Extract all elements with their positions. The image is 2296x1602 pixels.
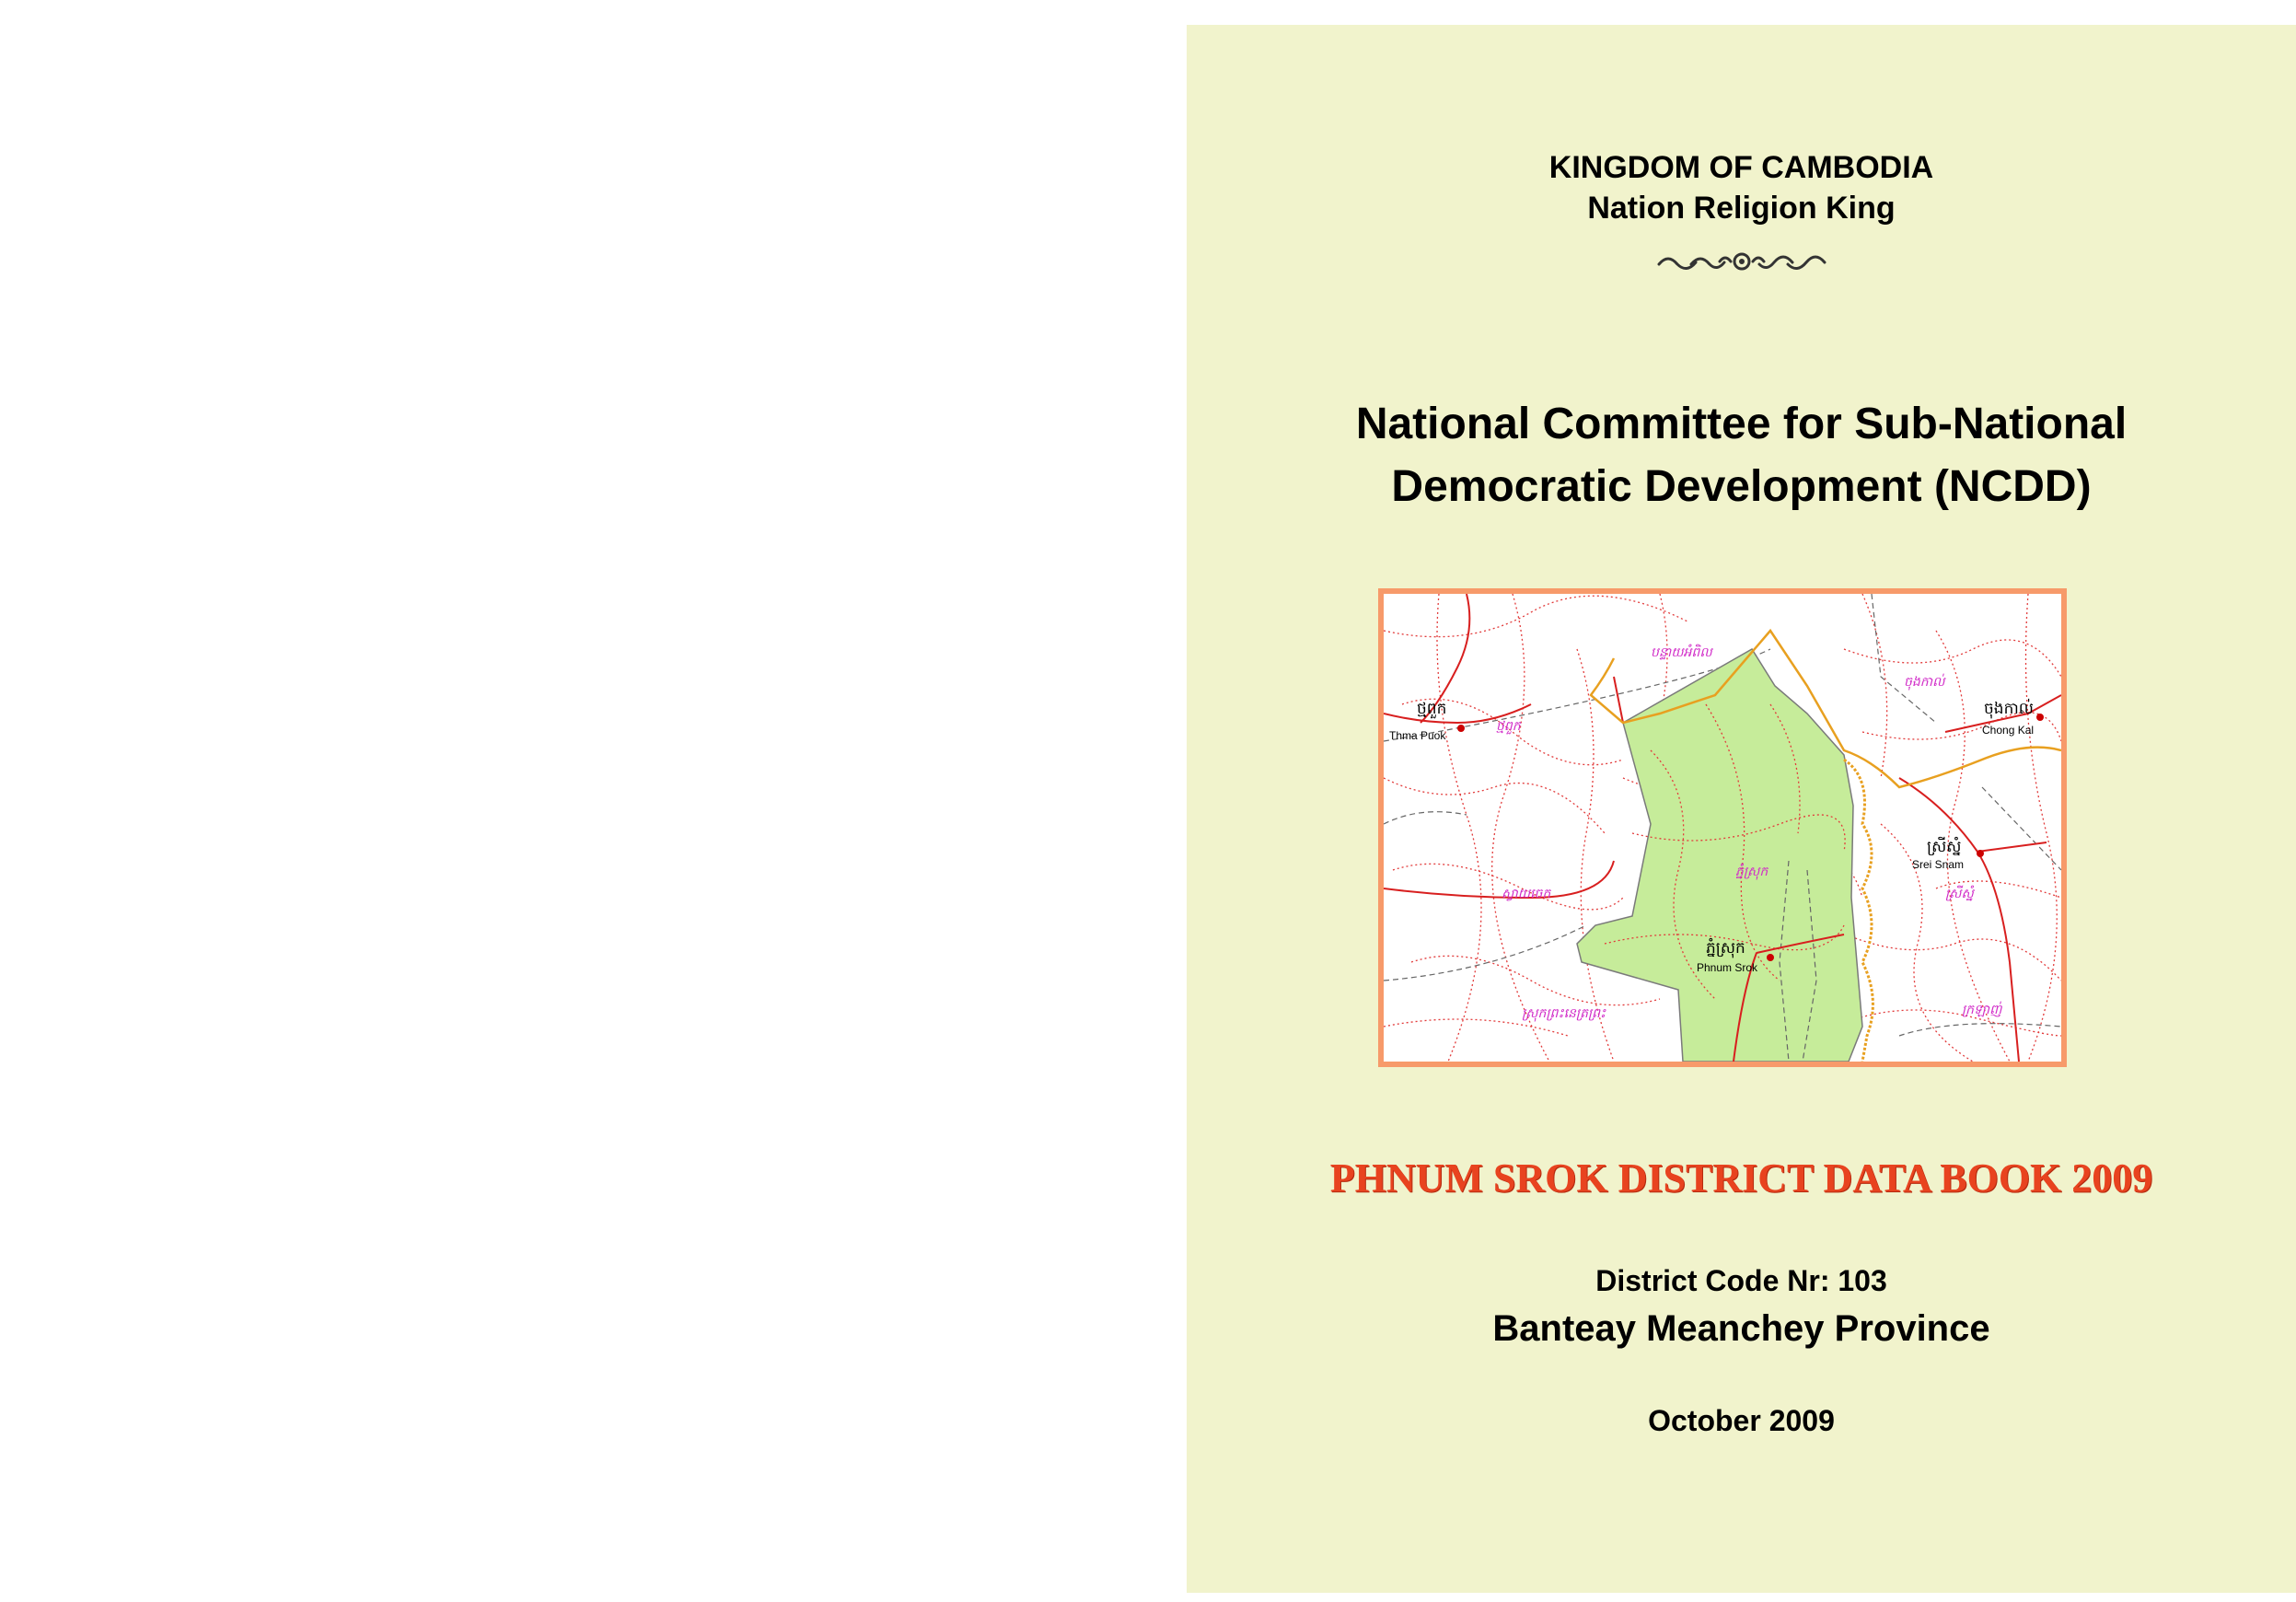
province-name: Banteay Meanchey Province	[1492, 1308, 1990, 1349]
kingdom-heading: KINGDOM OF CAMBODIA	[1548, 150, 1934, 185]
map-town-name: Srei Snam	[1912, 858, 1965, 871]
committee-title-line-2: Democratic Development (NCDD)	[1391, 462, 2092, 511]
map-town-khmer: ចុងកាល់	[1984, 700, 2034, 717]
map-area-label: ថ្មពួក	[1496, 718, 1521, 733]
ornament-divider-icon	[1187, 248, 2296, 275]
district-code: District Code Nr: 103	[1595, 1264, 1887, 1297]
map-area-label: ស្រីស្នំ	[1945, 886, 1974, 900]
motto-heading: Nation Religion King	[1587, 191, 1896, 226]
district-map	[1378, 588, 2067, 1067]
map-area-label: ភ្នំស្រុក	[1735, 864, 1768, 878]
book-cover	[1187, 25, 2296, 1593]
map-town-khmer: ស្រីស្នំ	[1927, 838, 1962, 855]
map-area-label: ក្រឡាញ់	[1962, 1002, 2002, 1016]
publication-date: October 2009	[1648, 1404, 1835, 1437]
map-town-name: Chong Kal	[1982, 724, 2035, 737]
map-area-label: ចុងកាល់	[1904, 674, 1945, 689]
map-area-label: ស្រុកព្រះនេត្រព្រះ	[1522, 1005, 1606, 1020]
map-town-name: Thma Puok	[1389, 729, 1446, 742]
book-title: PHNUM SROK DISTRICT DATA BOOK 2009	[1329, 1155, 2153, 1201]
map-area-label: បន្ទាយអំពិល	[1651, 644, 1712, 659]
map-town-name: Phnum Srok	[1697, 961, 1758, 974]
map-town-khmer: ថ្មពួក	[1417, 700, 1447, 717]
committee-title	[1187, 393, 2296, 518]
map-area-label: ស្វាយចេក	[1502, 886, 1551, 900]
committee-title-line-1: National Committee for Sub-National	[1355, 400, 2128, 448]
map-town-khmer: ភ្នំស្រុក	[1706, 939, 1745, 957]
